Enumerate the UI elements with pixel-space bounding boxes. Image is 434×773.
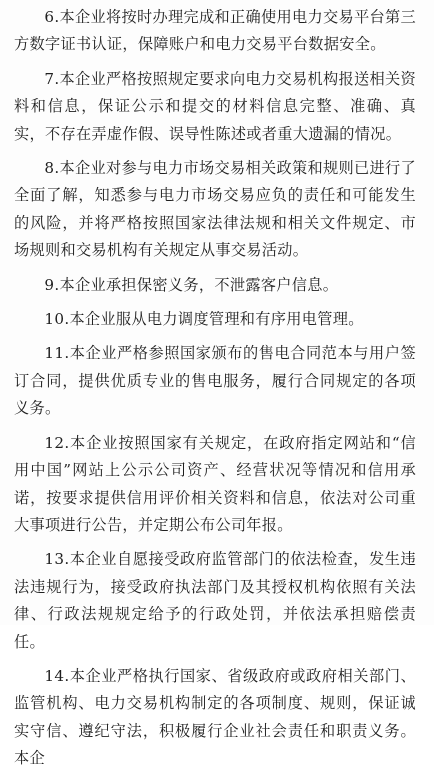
commitment-item-13: 13.本企业自愿接受政府监管部门的依法检查，发生违法违规行为，接受政府执法部门及其授权机构依照有关法律、行政法规规定给予的行政处罚，并依法承担赔偿责任。 (14, 550, 416, 651)
commitment-item-9: 9.本企业承担保密义务，不泄露客户信息。 (44, 275, 339, 294)
commitment-item-8: 8.本企业对参与电力市场交易相关政策和规则已进行了全面了解，知悉参与电力市场交易应负的责任和可能发生的风险，并将严格按照国家法律法规和相关文件规定、市场规则和交易机构有关规定从事交易活动。 (14, 159, 416, 260)
commitment-item-6: 6.本企业将按时办理完成和正确使用电力交易平台第三方数字证书认证，保障账户和电力交易平台数据安全。 (14, 8, 416, 54)
commitment-item-14: 14.本企业严格执行国家、省级政府或政府相关部门、监管机构、电力交易机构制定的各项制度、规则，保证诚实守信、遵纪守法，积极履行企业社会责任和职责义务。本企 (14, 666, 416, 768)
commitment-item-11: 11.本企业严格参照国家颁布的售电合同范本与用户签订合同，提供优质专业的售电服务，履行合同规定的各项义务。 (14, 344, 416, 418)
commitment-item-12: 12.本企业按照国家有关规定，在政府指定网站和“信用中国”网站上公示公司资产、经营状况等情况和信用承诺，按要求提供信用评价相关资料和信息，依法对公司重大事项进行公告，并定期公布公司年报。 (14, 433, 416, 534)
commitment-item-7: 7.本企业严格按照规定要求向电力交易机构报送相关资料和信息，保证公示和提交的材料信息完整、准确、真实，不存在弄虚作假、误导性陈述或者重大遗漏的情况。 (14, 69, 416, 143)
commitment-item-10: 10.本企业服从电力调度管理和有序用电管理。 (44, 310, 364, 329)
